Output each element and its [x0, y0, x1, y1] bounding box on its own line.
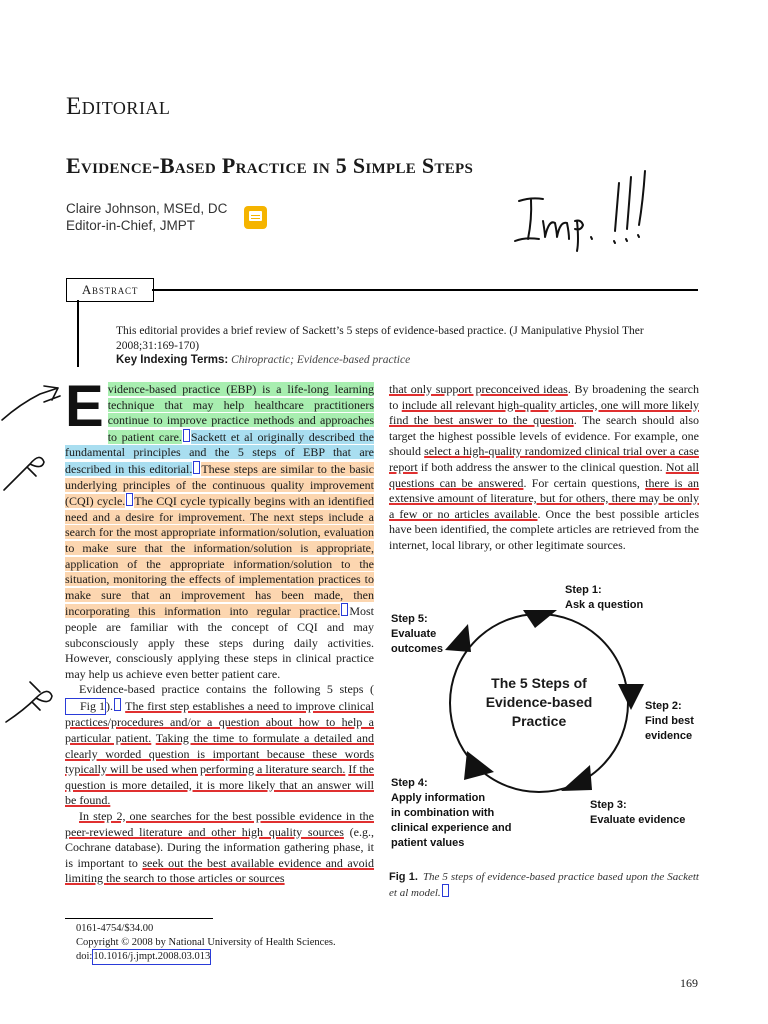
underline-annotation[interactable]: there is an extensive amount of literature, but for others, there may be only a few or no articles available — [389, 475, 700, 521]
figure-caption-label: Fig 1. — [389, 871, 418, 883]
plain-text: . For certain questions, — [523, 475, 640, 490]
paragraph-1 — [65, 374, 375, 682]
cycle-arrow-1 — [523, 610, 557, 628]
highlight-orange[interactable]: These steps are similar to the basic underlying principles of the continuous quality improvement (CQI) cycle. — [65, 461, 374, 509]
cycle-arrow-3 — [561, 765, 592, 791]
margin-pen-marks — [0, 380, 66, 730]
author-role: Editor-in-Chief, JMPT — [66, 218, 196, 233]
abstract-vline — [77, 300, 79, 367]
underline-annotation[interactable]: Not all questions can be answered — [389, 459, 699, 490]
key-indexing-terms — [116, 354, 410, 366]
price-line: 0161-4754/$34.00 — [76, 923, 154, 934]
figure-step-2: Step 2: Find best evidence — [645, 700, 694, 742]
figure-step-3: Step 3: Evaluate evidence — [590, 799, 686, 826]
highlight-orange[interactable]: The CQI cycle typically begins with an identified need and a desire for improvement. The next steps include a search for the most appropriate information/solution, evaluation to make sure that the information/solution is appropriate, application of the appropriate information/solution to the situation, monitoring the effects of implementation practices to make sure that an improvement has been made, then incorporating this information into regular practice. — [65, 494, 374, 619]
copyright-line: Copyright © 2008 by National University of Health Sciences. — [76, 936, 336, 948]
paragraph-3 — [65, 809, 374, 887]
reference-link[interactable] — [114, 698, 121, 711]
reference-link[interactable] — [442, 884, 449, 897]
abstract-text: This editorial provides a brief review of Sackett’s 5 steps of evidence-based practice. (J Manipulative Physiol Ther 2008;31:169-170) — [116, 325, 644, 352]
figure-link[interactable]: Fig 1 — [65, 698, 106, 716]
figure-step-1: Step 1: Ask a question — [565, 584, 644, 611]
reference-link[interactable] — [193, 461, 200, 474]
body-column-left — [65, 374, 375, 887]
underline-annotation[interactable]: In step 2, one searches for the best possible evidence in the peer-reviewed literature and other high quality sources — [65, 809, 374, 839]
handwritten-note — [505, 163, 675, 253]
underline-annotation[interactable]: select a high-quality randomized clinical trial over a case report — [389, 444, 699, 474]
reference-link[interactable] — [183, 429, 190, 442]
underline-annotation[interactable]: seek out the best available evidence and avoid limiting the search to those articles or sources — [65, 855, 375, 886]
plain-text: . By broadening the search to — [389, 382, 699, 412]
author-name: Claire Johnson, MSEd, DC — [66, 201, 228, 216]
figure-caption-text: The 5 steps of evidence-based practice based upon the Sackett et al model. — [389, 871, 699, 899]
doi-line — [76, 949, 336, 965]
figure-step-4: Step 4: Apply information in combination with clinical experience and patient values — [391, 777, 512, 849]
abstract-rule — [152, 289, 698, 291]
drop-cap: E — [65, 374, 104, 439]
abstract-label: Abstract — [66, 278, 154, 302]
plain-text: . Once the best possible articles have been identified, the complete articles are retrieved from the internet, local library, or other legitimate sources. — [389, 506, 699, 552]
highlight-blue[interactable]: Sackett et al originally described the fundamental principles and the 5 steps of EBP that are described in this editorial. — [65, 429, 375, 476]
underline-annotation[interactable]: Taking the time to formulate a detailed and clearly worded question is important because these words typically will be used when performing a literature search. — [65, 731, 374, 777]
arrow-scribble-2 — [4, 457, 44, 490]
underline-annotation[interactable]: The first step establishes a need to improve clinical practices/procedures and/or a question about how to help a particular patient. — [65, 698, 374, 746]
arrow-scribble-1 — [2, 386, 60, 420]
author-block — [66, 200, 227, 234]
cycle-arrow-2 — [618, 684, 644, 710]
plain-text: Most people are familiar with the concept of CQI and may subconsciously apply these steps during daily activities. However, consciously applying these steps in clinical practice may help us achieve even better patient care. — [65, 604, 374, 681]
figure-caption — [389, 870, 699, 900]
key-terms-label: Key Indexing Terms: — [116, 354, 229, 366]
underline-annotation[interactable]: If the question is more detailed, it is more likely that an answer will be found. — [65, 762, 375, 808]
figure-center-title: The 5 Steps of Evidence-based Practice — [485, 675, 593, 729]
doi-label: doi: — [76, 951, 93, 962]
paragraph-2 — [65, 682, 374, 809]
reference-link[interactable] — [341, 603, 348, 616]
underline-annotation[interactable]: include all relevant high-quality articles, one will more likely find the best answer to the question — [389, 397, 700, 428]
highlight-green[interactable]: vidence-based practice (EBP) is a life-long learning technique that may help healthcare practitioners continue to improve practice methods and approaches to patient care. — [107, 382, 374, 444]
section-label: Editorial — [66, 93, 171, 120]
cycle-arrow-5 — [445, 624, 471, 652]
plain-text: ). — [106, 698, 114, 713]
arrow-scribble-3 — [6, 682, 52, 722]
figure-step-5: Step 5: Evaluate outcomes — [391, 613, 443, 655]
body-column-right — [389, 382, 699, 554]
reference-link[interactable] — [126, 493, 133, 506]
plain-text: . The search should also target the highest possible levels of evidence. For example, one should — [389, 413, 699, 459]
article-title: Evidence-Based Practice in 5 Simple Steps — [66, 153, 474, 178]
footnote — [76, 922, 336, 965]
page-number: 169 — [680, 976, 698, 990]
doi-link[interactable]: 10.1016/j.jmpt.2008.03.013 — [92, 949, 211, 965]
plain-text: if both address the answer to the clinical question. — [420, 459, 663, 474]
footnote-rule — [65, 918, 213, 919]
key-terms: Chiropractic; Evidence-based practice — [231, 354, 411, 366]
paragraph-4 — [389, 382, 699, 554]
comment-note-icon[interactable] — [244, 206, 267, 229]
plain-text: Evidence-based practice contains the following 5 steps ( — [79, 682, 374, 697]
underline-annotation[interactable]: that only support preconceived ideas — [389, 382, 568, 396]
plain-text: (e.g., Cochrane database). During the information gathering phase, it is important to — [65, 824, 374, 870]
